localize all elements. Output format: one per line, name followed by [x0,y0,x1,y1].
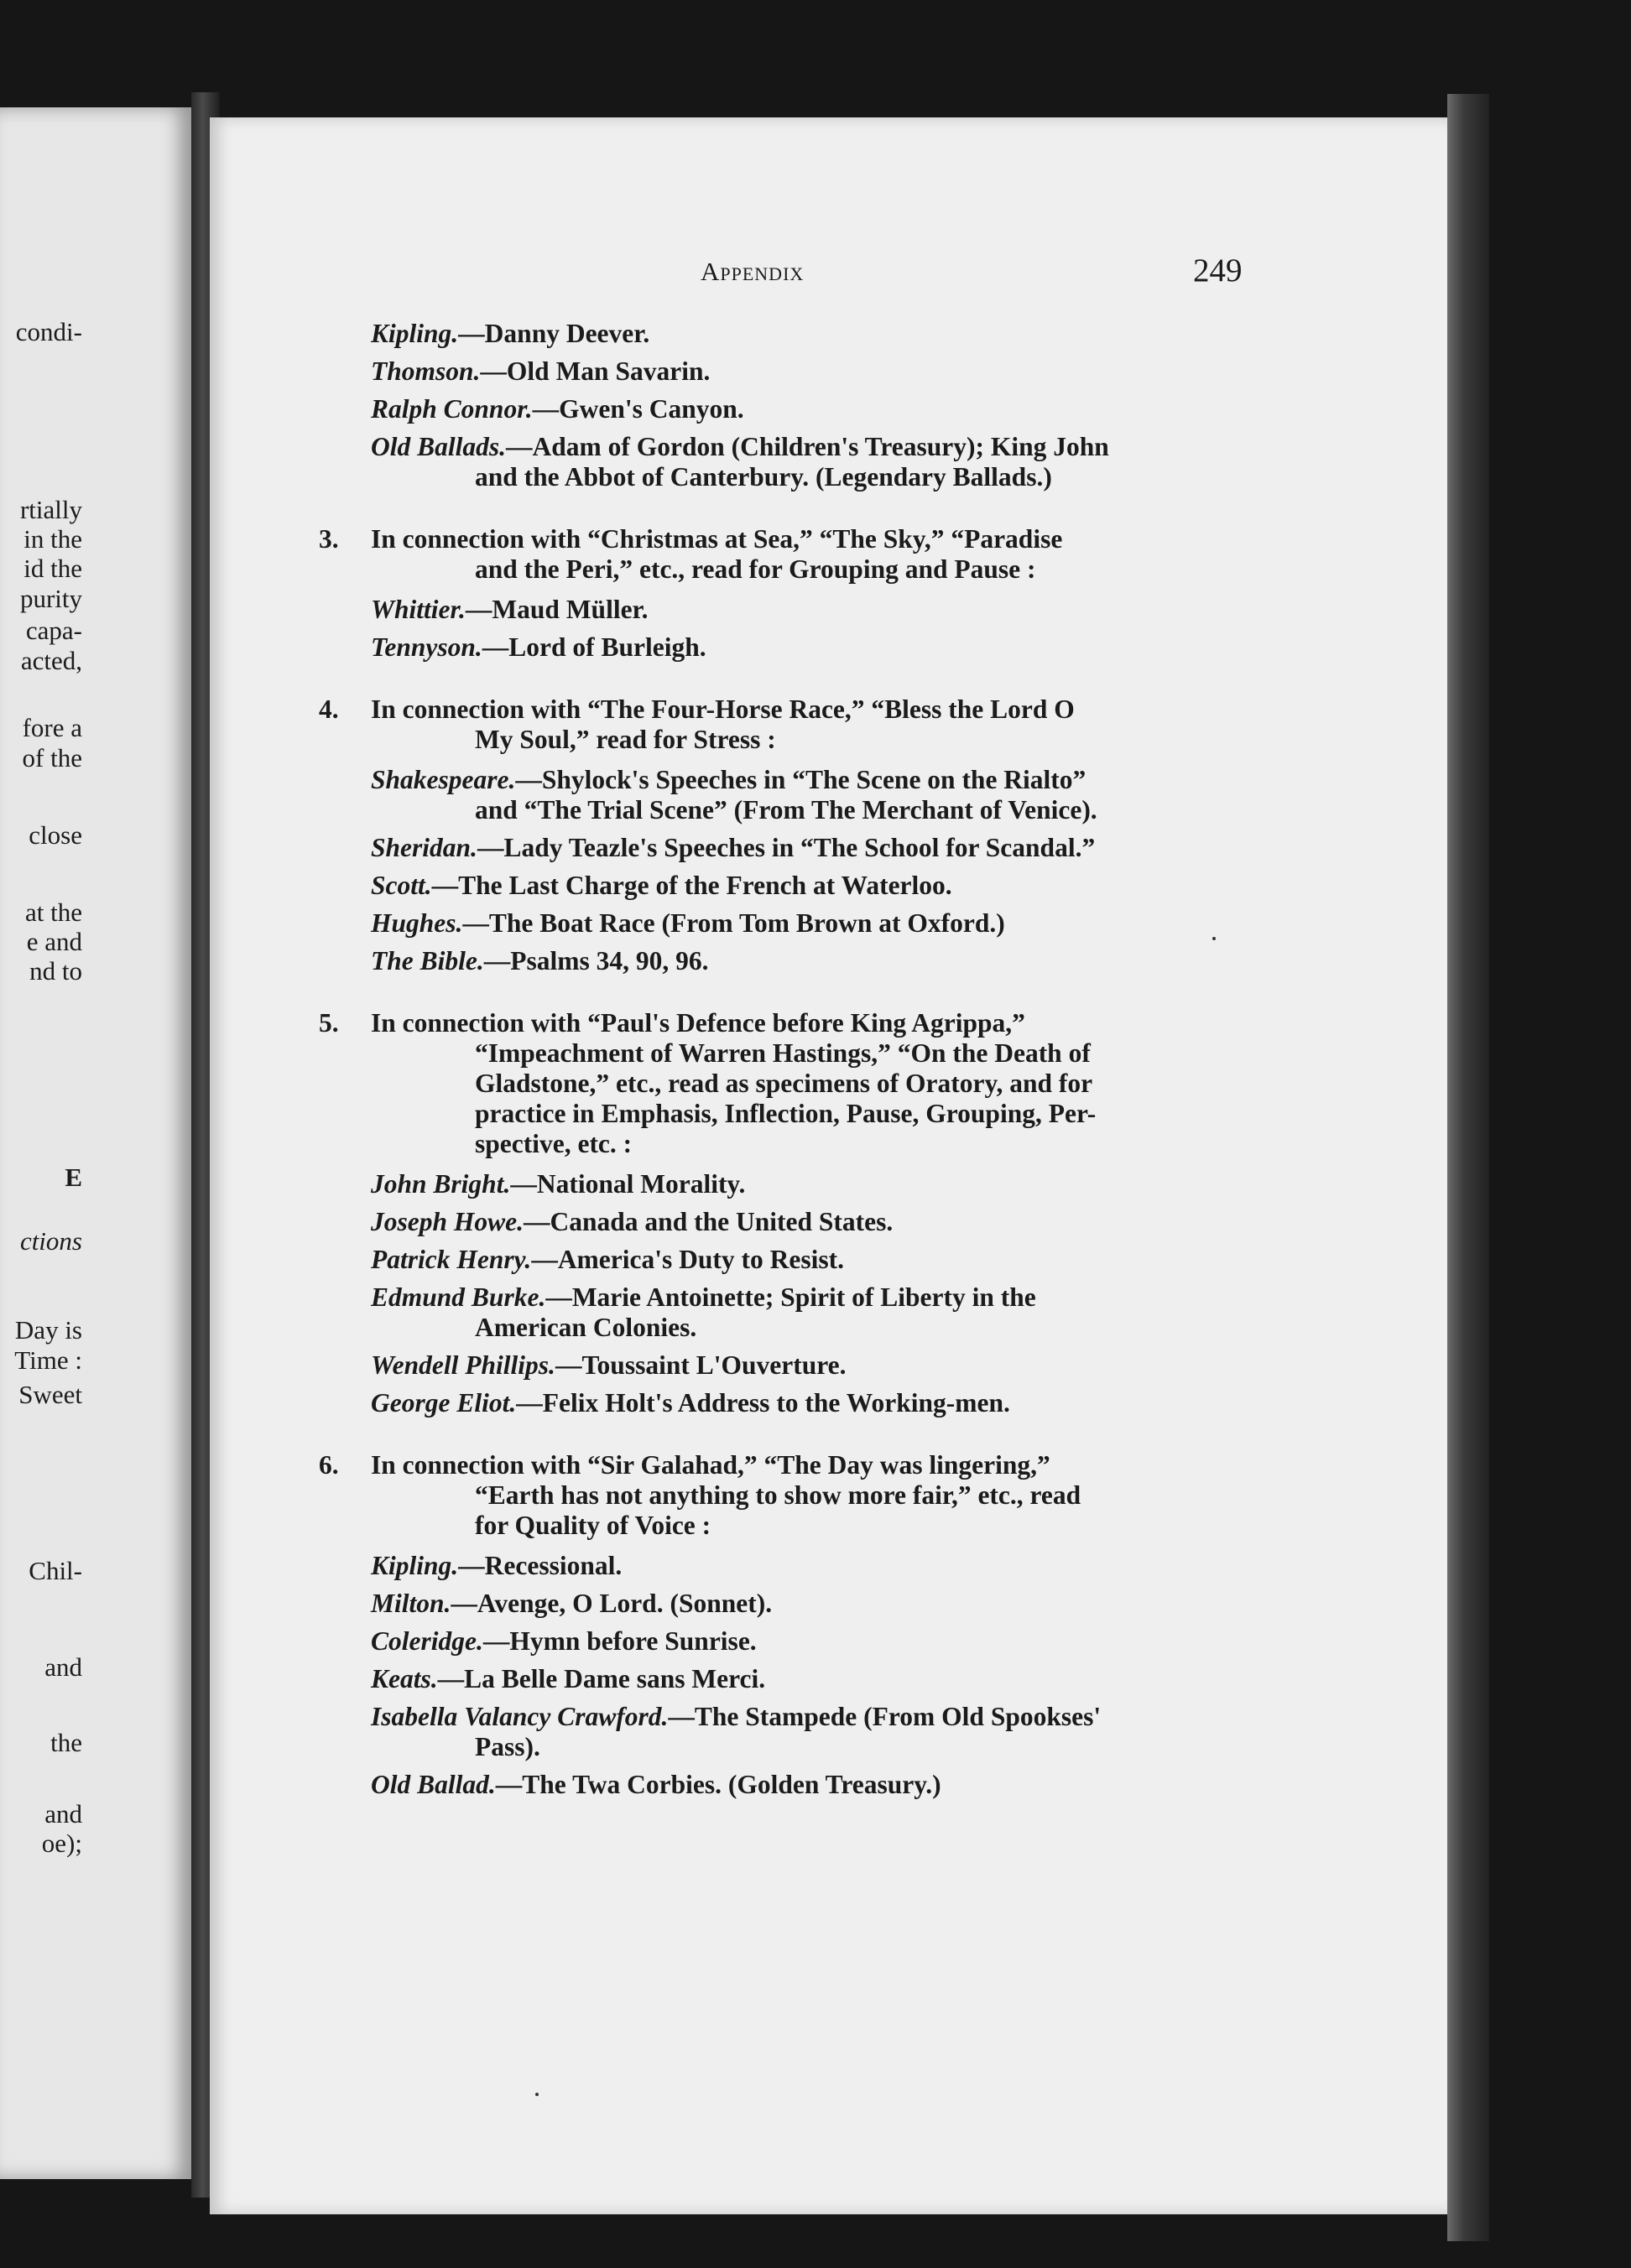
instruction-line: practice in Emphasis, Inflection, Pause, Grouping, Per- [475,1099,1097,1128]
author-name: Joseph Howe. [371,1207,524,1236]
work-title: —Lady Teazle's Speeches in “The School for Scandal.” [477,833,1096,862]
page-stack-edge [1447,94,1489,2241]
left-page-fragment: the [50,1728,82,1757]
author-name: Tennyson. [371,632,482,662]
left-page-fragment: rtially [19,495,82,524]
work-title-continuation: American Colonies. [475,1313,697,1342]
section-number: 5. [319,1008,339,1038]
appendix-reading-list [319,319,1275,1808]
appendix-section [319,524,1275,663]
left-page-fragment: of the [22,743,82,772]
reference-entry [371,1207,1275,1237]
work-title: —Danny Deever. [458,319,650,348]
work-title: —Avenge, O Lord. (Sonnet). [451,1589,773,1618]
author-name: Kipling. [371,319,459,348]
author-name: Kipling. [371,1551,459,1580]
instruction-line: In connection with “Paul's Defence before King Agrippa,” [371,1008,1025,1038]
author-name: John Bright. [371,1169,511,1199]
section-instruction [319,524,1275,585]
page-number: 249 [1193,252,1243,289]
work-title: —The Stampede (From Old Spookses' [668,1702,1102,1731]
work-title: —Shylock's Speeches in “The Scene on the Rialto” [515,765,1086,794]
instruction-line: Gladstone,” etc., read as specimens of Oratory, and for [475,1069,1093,1098]
instruction-line: In connection with “Christmas at Sea,” “The Sky,” “Paradise [371,524,1063,554]
reference-entry [371,595,1275,625]
appendix-section [319,1008,1275,1418]
appendix-section [319,694,1275,976]
work-title: —America's Duty to Resist. [531,1245,844,1274]
left-page-fragment: condi- [15,317,82,346]
left-page-fragment: ctions [19,1226,82,1256]
work-title: —Marie Antoinette; Spirit of Liberty in the [545,1282,1036,1312]
reference-entry [371,1350,1275,1381]
reference-entry [371,1282,1275,1343]
left-page-fragment: purity [19,584,82,613]
work-title: —The Twa Corbies. (Golden Treasury.) [495,1770,941,1799]
reference-entry [371,1245,1275,1275]
instruction-line: In connection with “The Four-Horse Race,” “Bless the Lord O [371,694,1075,724]
author-name: Ralph Connor. [371,394,533,424]
reference-entry [371,632,1275,663]
work-title-continuation: Pass). [475,1732,540,1761]
left-page-fragment: and [44,1652,82,1682]
section-number: 3. [319,524,339,554]
author-name: The Bible. [371,946,484,975]
left-page-fragment: Sweet [18,1380,82,1409]
reference-entry [371,871,1275,901]
work-title: —National Morality. [510,1169,746,1199]
left-page-fragment: Time : [14,1345,82,1375]
instruction-line: My Soul,” read for Stress : [475,725,776,754]
author-name: Milton. [371,1589,451,1618]
instruction-line: “Earth has not anything to show more fair,” etc., read [475,1480,1081,1510]
work-title: —Maud Müller. [465,595,649,624]
running-head: Appendix [701,257,805,286]
work-title: —La Belle Dame sans Merci. [437,1664,766,1693]
left-page-fragment: Chil- [29,1556,82,1585]
reference-entry [371,1551,1275,1581]
left-page-fragment: at the [25,897,82,927]
author-name: Patrick Henry. [371,1245,532,1274]
reference-entry [371,1702,1275,1762]
section-number: 6. [319,1450,339,1480]
reference-entry [371,356,1275,387]
left-page-fragment: close [29,820,82,850]
author-name: Edmund Burke. [371,1282,546,1312]
author-name: Coleridge. [371,1626,483,1656]
reference-entry [371,765,1275,825]
reference-entry [371,1169,1275,1199]
author-name: Whittier. [371,595,466,624]
left-page-fragment: Day is [14,1315,82,1345]
author-name: Old Ballads. [371,432,507,461]
left-page-fragment: e and [26,927,82,956]
instruction-line: for Quality of Voice : [475,1511,711,1540]
author-name: George Eliot. [371,1388,517,1418]
author-name: Scott. [371,871,432,900]
reference-entry [371,1589,1275,1619]
author-name: Old Ballad. [371,1770,496,1799]
instruction-line: and the Peri,” etc., read for Grouping and Pause : [475,554,1036,584]
left-page-fragment: capa- [25,616,82,645]
work-title: —Toussaint L'Ouverture. [555,1350,847,1380]
work-title-continuation: and the Abbot of Canterbury. (Legendary Ballads.) [475,462,1052,492]
work-title: —The Boat Race (From Tom Brown at Oxford.) [462,908,1005,938]
work-title: —Old Man Savarin. [480,356,711,386]
reference-entry [371,908,1275,939]
work-title: —The Last Charge of the French at Waterloo. [431,871,952,900]
left-page-fragment: E [65,1163,82,1192]
reference-entry [371,1770,1275,1800]
reference-entry [371,1388,1275,1418]
left-page-text-fragments [0,0,82,2268]
instruction-line: “Impeachment of Warren Hastings,” “On the Death of [475,1038,1091,1068]
appendix-section [319,1450,1275,1800]
reference-entry [371,1626,1275,1657]
work-title: —Gwen's Canyon. [532,394,744,424]
reference-entry [371,394,1275,424]
section-number: 4. [319,694,339,724]
left-page-fragment: in the [23,524,82,554]
left-page-fragment: fore a [22,713,82,742]
section-instruction [319,1008,1275,1159]
left-page-fragment: id the [23,554,82,583]
left-page-fragment: oe); [41,1828,82,1858]
left-page-fragment: nd to [29,956,82,986]
reference-entry [371,946,1275,976]
section-instruction [319,1450,1275,1541]
reference-entry [371,432,1275,492]
work-title: —Adam of Gordon (Children's Treasury); King John [506,432,1109,461]
work-title: —Hymn before Sunrise. [482,1626,757,1656]
page-header [210,252,1451,294]
author-name: Thomson. [371,356,481,386]
reference-entry [371,833,1275,863]
instruction-line: In connection with “Sir Galahad,” “The Day was lingering,” [371,1450,1050,1480]
work-title: —Psalms 34, 90, 96. [483,946,709,975]
work-title: —Canada and the United States. [524,1207,894,1236]
work-title: —Lord of Burleigh. [482,632,706,662]
work-title: —Recessional. [458,1551,623,1580]
section-instruction [319,694,1275,755]
work-title: —Felix Holt's Address to the Working-men. [516,1388,1010,1418]
work-title-continuation: and “The Trial Scene” (From The Merchant of Venice). [475,795,1097,824]
author-name: Isabella Valancy Crawford. [371,1702,669,1731]
print-speck [1212,937,1216,940]
print-speck [535,2093,539,2096]
author-name: Shakespeare. [371,765,516,794]
author-name: Wendell Phillips. [371,1350,555,1380]
author-name: Keats. [371,1664,438,1693]
author-name: Sheridan. [371,833,477,862]
reference-entry [371,319,1275,349]
instruction-line: spective, etc. : [475,1129,633,1158]
author-name: Hughes. [371,908,463,938]
left-page-fragment: and [44,1799,82,1828]
reference-entry [371,1664,1275,1694]
left-page-fragment: acted, [20,646,82,675]
